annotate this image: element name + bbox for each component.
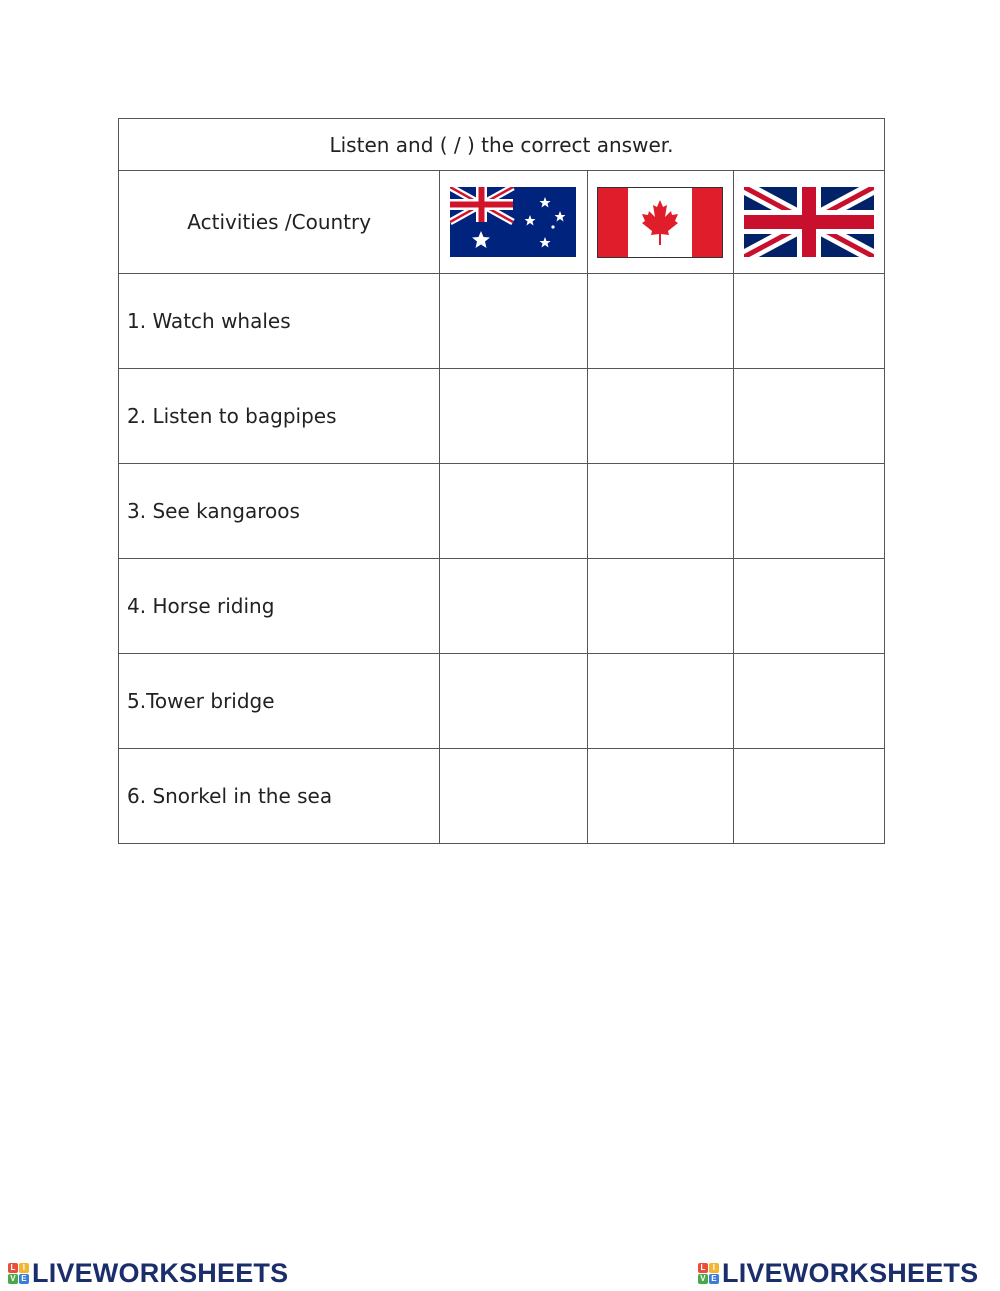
answer-cell-australia[interactable] [440, 464, 587, 559]
table-row [119, 274, 885, 369]
answer-cell-canada[interactable] [587, 654, 733, 749]
answer-cell-australia[interactable] [440, 274, 587, 369]
table-row [119, 559, 885, 654]
flag-header-canada [587, 171, 733, 274]
flag-header-australia [440, 171, 587, 274]
flag-header-united-kingdom [733, 171, 884, 274]
answer-cell-united-kingdom[interactable] [733, 464, 884, 559]
activity-label: 5.Tower bridge [119, 654, 440, 749]
activity-label: 6. Snorkel in the sea [119, 749, 440, 844]
canada-flag-icon [597, 187, 723, 258]
answer-cell-canada[interactable] [587, 559, 733, 654]
answer-cell-united-kingdom[interactable] [733, 369, 884, 464]
answer-cell-canada[interactable] [587, 274, 733, 369]
australia-flag-icon [450, 187, 576, 257]
liveworksheets-logo-left[interactable] [8, 1258, 288, 1289]
answer-cell-united-kingdom[interactable] [733, 559, 884, 654]
answer-cell-australia[interactable] [440, 369, 587, 464]
liveworksheets-wordmark: LIVEWORKSHEETS [722, 1258, 979, 1288]
liveworksheets-logo-right[interactable] [698, 1258, 978, 1289]
table-row [119, 749, 885, 844]
answer-cell-united-kingdom[interactable] [733, 654, 884, 749]
liveworksheets-mark-icon: L I V E [8, 1263, 29, 1284]
liveworksheets-mark-icon: L I V E [698, 1263, 719, 1284]
answer-cell-canada[interactable] [587, 464, 733, 559]
answer-cell-australia[interactable] [440, 749, 587, 844]
answer-cell-australia[interactable] [440, 559, 587, 654]
answer-cell-canada[interactable] [587, 369, 733, 464]
activity-label: 2. Listen to bagpipes [119, 369, 440, 464]
united-kingdom-flag-icon [744, 187, 874, 257]
answer-cell-australia[interactable] [440, 654, 587, 749]
answer-cell-united-kingdom[interactable] [733, 749, 884, 844]
liveworksheets-wordmark: LIVEWORKSHEETS [32, 1258, 289, 1288]
table-row [119, 654, 885, 749]
instruction-text: Listen and ( / ) the correct answer. [119, 119, 885, 171]
worksheet-table [118, 118, 885, 844]
table-row [119, 464, 885, 559]
answer-cell-canada[interactable] [587, 749, 733, 844]
table-row [119, 369, 885, 464]
activity-label: 3. See kangaroos [119, 464, 440, 559]
activity-label: 1. Watch whales [119, 274, 440, 369]
answer-cell-united-kingdom[interactable] [733, 274, 884, 369]
activities-country-header: Activities /Country [119, 171, 440, 274]
activity-label: 4. Horse riding [119, 559, 440, 654]
